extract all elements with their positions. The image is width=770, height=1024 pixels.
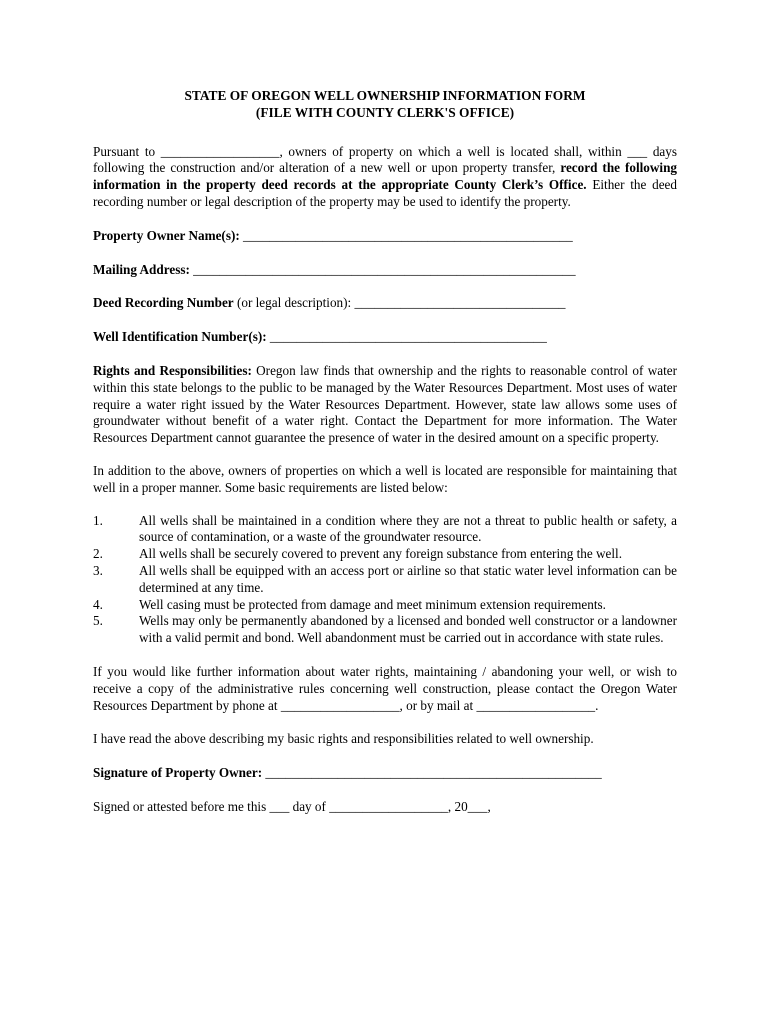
requirement-text: All wells shall be maintained in a condition where they are not a threat to public health or safety, a source of contamination, or a waste of the groundwater resource. (139, 512, 677, 545)
title-line-2: (FILE WITH COUNTY CLERK'S OFFICE) (255, 104, 515, 120)
property-owner-blank[interactable]: __________________________________________________ (239, 227, 573, 243)
signature-label: Signature of Property Owner: (93, 765, 263, 781)
mailing-address-blank[interactable]: __________________________________________________________ (189, 261, 576, 277)
property-owner-field[interactable] (93, 228, 677, 245)
mailing-address-field[interactable] (93, 262, 677, 279)
well-id-label: Well Identification Number(s): (93, 329, 267, 345)
mailing-address-label: Mailing Address: (93, 261, 190, 277)
intro-text-end: Either the deed recording number or legal description of the property may be used to identify the property. (93, 177, 677, 209)
requirement-number: 4. (93, 596, 103, 612)
well-id-field[interactable] (93, 329, 677, 346)
requirement-number: 5. (93, 613, 103, 629)
intro-text: Pursuant to __________________, owners of property on which a well is located shall, within ___ days following the construction and/or alteration of a new well or upon property transfer, (93, 143, 677, 176)
requirement-item (93, 546, 677, 563)
requirements-list (93, 513, 677, 647)
requirement-number: 2. (93, 546, 103, 562)
deed-recording-blank[interactable]: (or legal description): ________________________________ (233, 295, 566, 311)
requirement-number: 3. (93, 562, 103, 578)
requirement-text: Well casing must be protected from damage and meet minimum extension requirements. (139, 596, 606, 612)
intro-paragraph (93, 144, 677, 211)
requirement-number: 1. (93, 512, 103, 528)
requirement-item (93, 513, 677, 547)
rights-label: Rights and Responsibilities: (93, 362, 252, 378)
requirement-text: Wells may only be permanently abandoned by a licensed and bonded well constructor or a landowner with a valid permit and bond. Well abandonment must be carried out in accordance with state rules. (139, 613, 677, 646)
rights-text: Oregon law finds that ownership and the rights to reasonable control of water within this state belongs to the public to be managed by the Water Resources Department. Most uses of water require a water right issued by the Water Resources Department. However, state law allows some uses of groundwater without benefit of a water right. Contact the Department for more information. The Water Resources Department cannot guarantee the presence of water in the desired amount on a specific property. (93, 362, 677, 446)
signature-blank[interactable]: ___________________________________________________ (262, 765, 602, 781)
title-line-1: STATE OF OREGON WELL OWNERSHIP INFORMATION FORM (184, 88, 586, 103)
form-title (93, 88, 677, 122)
attestation-line[interactable]: Signed or attested before me this ___ day of __________________, 20___, (93, 798, 491, 814)
acknowledgement-paragraph: I have read the above describing my basic rights and responsibilities related to well ownership. (93, 731, 594, 747)
requirement-item (93, 613, 677, 647)
signature-field[interactable] (93, 765, 677, 782)
additional-paragraph: In addition to the above, owners of properties on which a well is located are responsible for maintaining that well in a proper manner. Some basic requirements are listed below: (93, 462, 677, 495)
requirement-text: All wells shall be securely covered to prevent any foreign substance from entering the well. (139, 546, 623, 562)
deed-recording-field[interactable] (93, 295, 677, 312)
rights-paragraph (93, 363, 677, 447)
requirement-item (93, 563, 677, 597)
requirement-item (93, 597, 677, 614)
intro-bold-text: record the following information in the property deed records at the appropriate County Clerk’s Office. (93, 160, 677, 193)
requirement-text: All wells shall be equipped with an access port or airline so that static water level information can be determined at any time. (139, 562, 677, 595)
form-body (93, 88, 677, 816)
property-owner-label: Property Owner Name(s): (93, 227, 240, 243)
further-info-paragraph: If you would like further information about water rights, maintaining / abandoning your well, or wish to receive a copy of the administrative rules concerning well construction, please contact the Oregon Water Resources Department by phone at __________________, or by mail at __________________. (93, 663, 677, 713)
deed-recording-label: Deed Recording Number (93, 295, 234, 311)
well-id-blank[interactable]: __________________________________________ (266, 329, 547, 345)
